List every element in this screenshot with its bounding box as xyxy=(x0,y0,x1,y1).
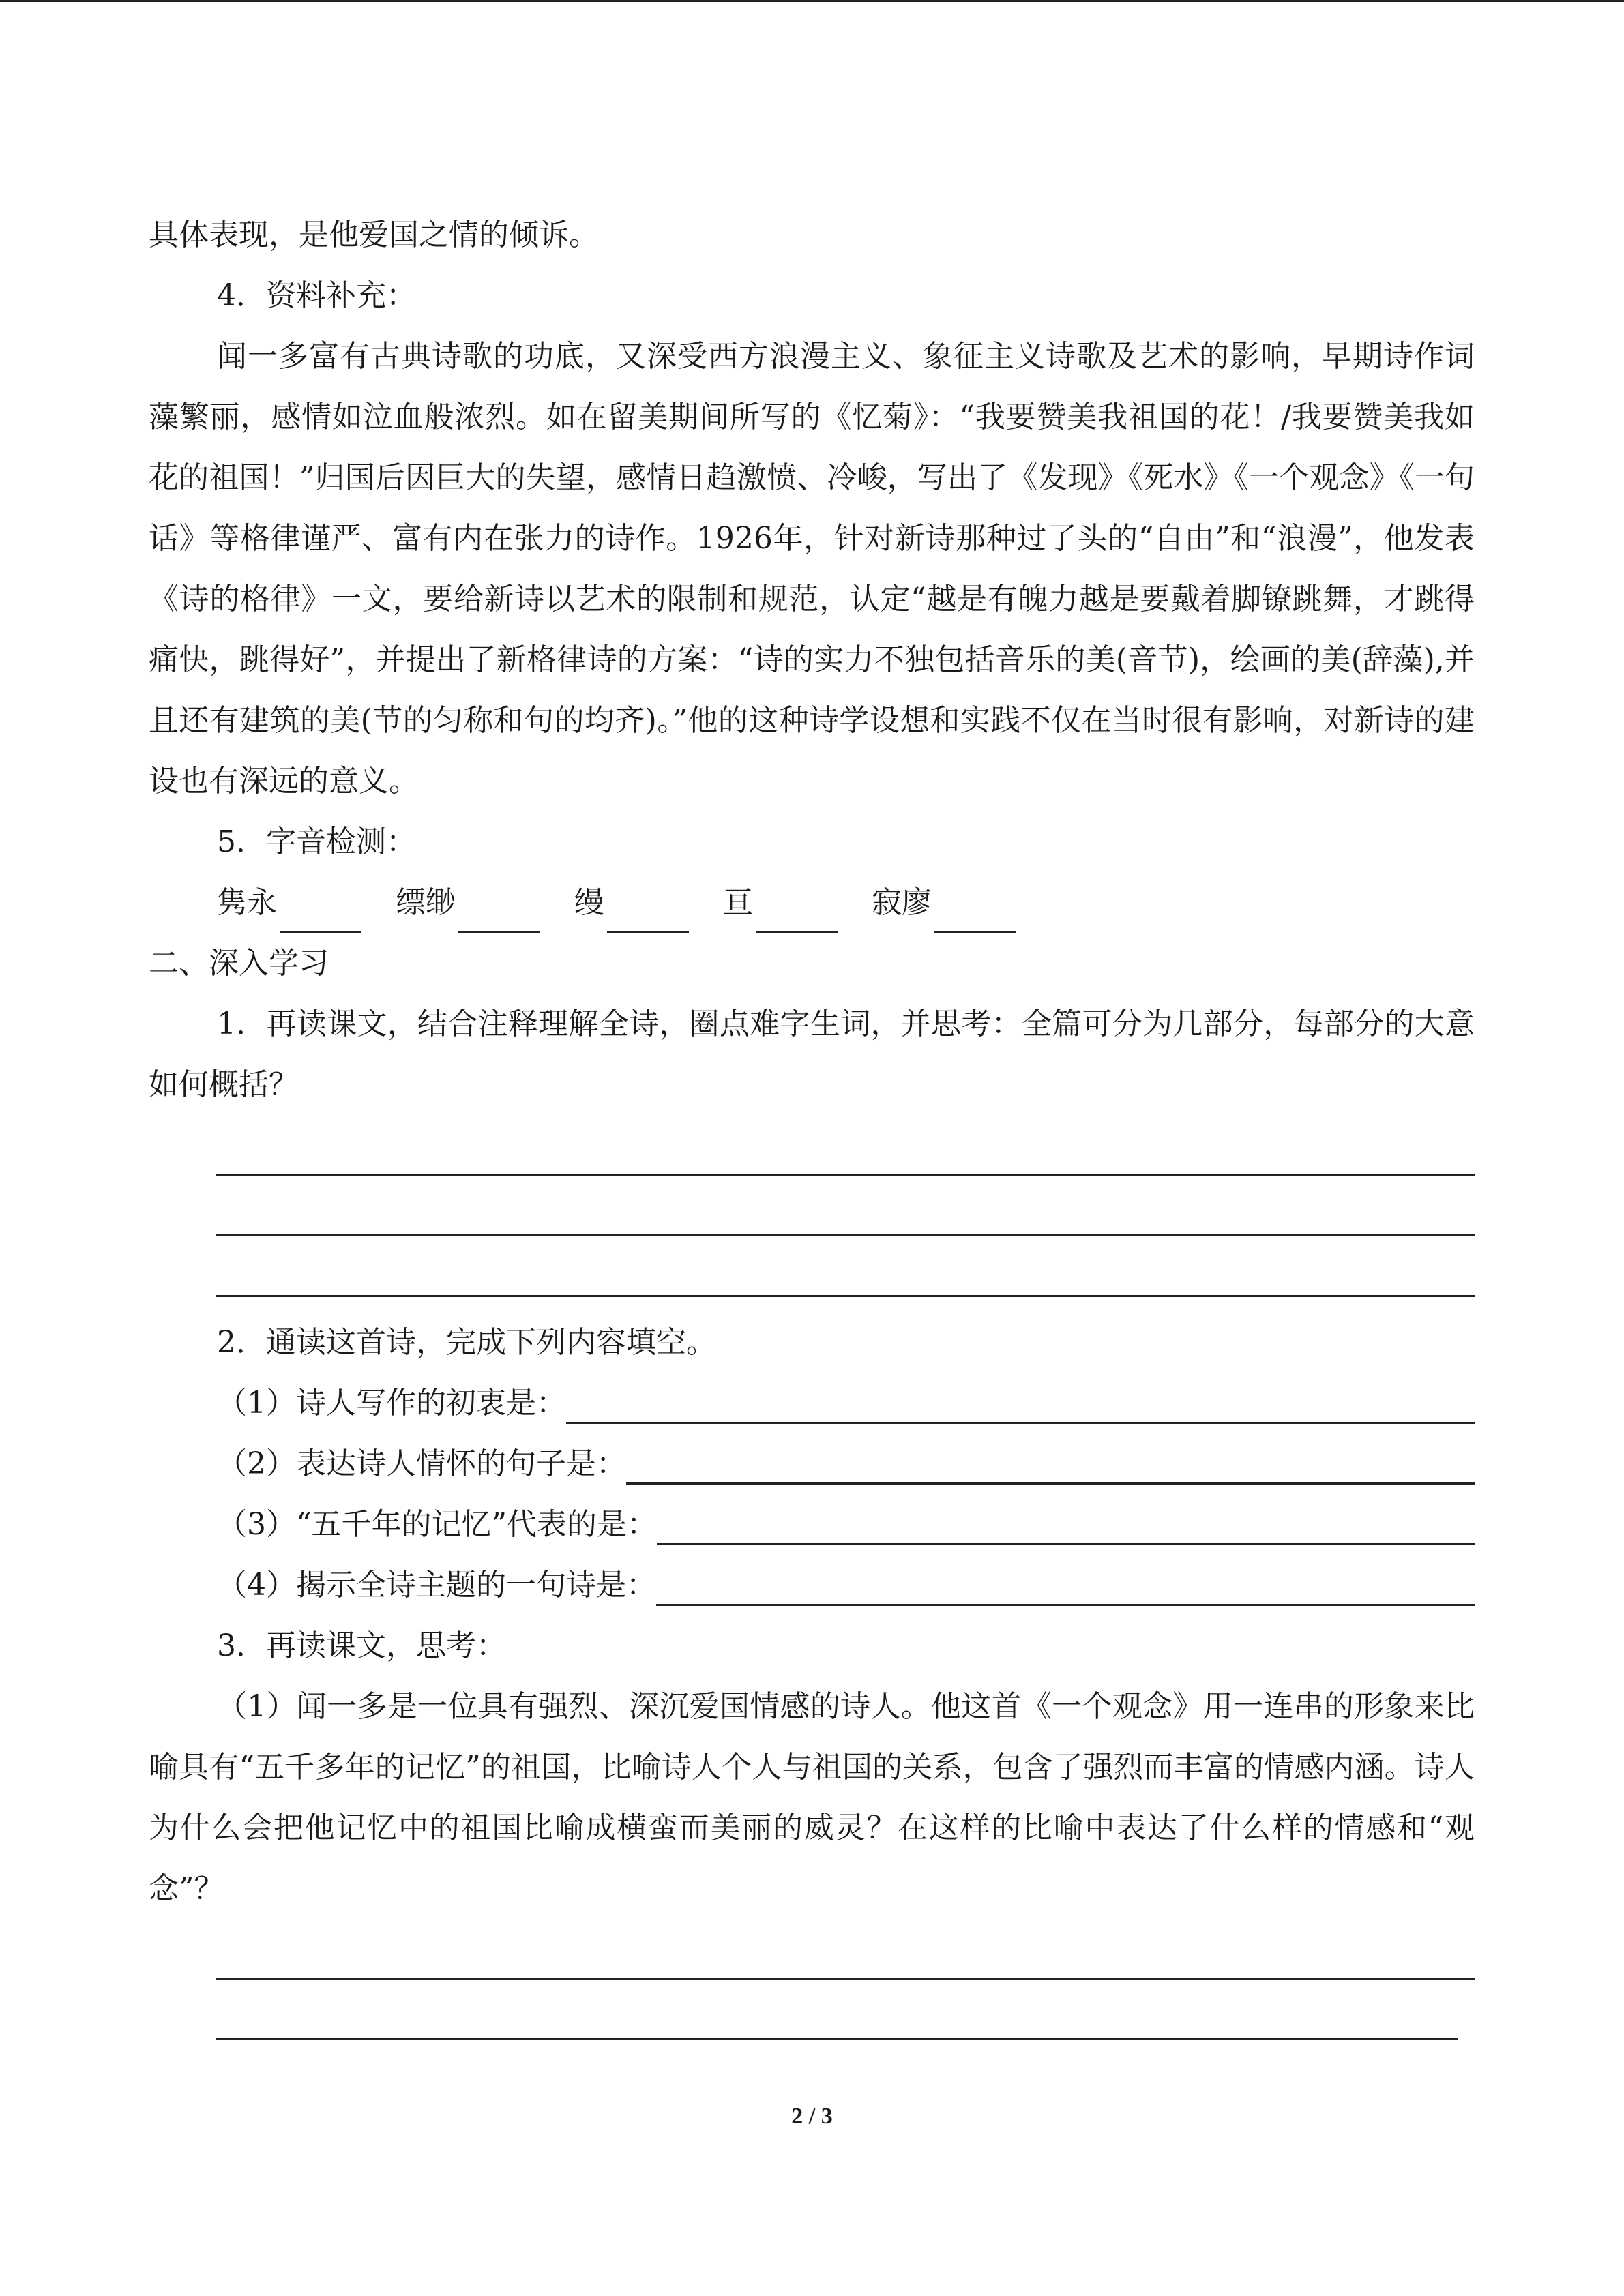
fill-item-blank[interactable] xyxy=(657,1516,1475,1545)
pinyin-answer-blank[interactable] xyxy=(756,904,838,933)
supplementary-material-paragraph: 闻一多富有古典诗歌的功底，又深受西方浪漫主义、象征主义诗歌及艺术的影响，早期诗作词藻繁丽，感情如泣血般浓烈。如在留美期间所写的《忆菊》：“我要赞美我祖国的花！/我要赞美我如花的祖国！”归国后因巨大的失望，感情日趋激愤、冷峻，写出了《发现》《死水》《一个观念》《一句话》等格律谨严、富有内在张力的诗作。1926年，针对新诗那种过了头的“自由”和“浪漫”，他发表《诗的格律》一文，要给新诗以艺术的限制和规范，认定“越是有魄力越是要戴着脚镣跳舞，才跳得痛快，跳得好”，并提出了新格律诗的方案：“诗的实力不独包括音乐的美(音节)，绘画的美(辞藻),并且还有建筑的美(节的匀称和句的均齐)。”他的这种诗学设想和实践不仅在当时很有影响，对新诗的建设也有深远的意义。 xyxy=(149,339,1475,799)
fill-item-blank[interactable] xyxy=(656,1577,1475,1606)
answer-line[interactable] xyxy=(216,1176,1475,1236)
page-number: 2 / 3 xyxy=(791,2104,833,2129)
item-5-heading: 5．字音检测： xyxy=(217,824,416,859)
fill-item xyxy=(149,1373,1475,1433)
answer-line[interactable] xyxy=(216,1980,1458,2040)
item-4-heading: 4．资料补充： xyxy=(217,278,416,313)
fill-item xyxy=(149,1433,1475,1494)
fill-item-blank[interactable] xyxy=(566,1395,1475,1424)
paragraph-continuation: 具体表现，是他爱国之情的倾诉。 xyxy=(149,218,599,252)
pinyin-answer-blank[interactable] xyxy=(607,904,689,933)
pinyin-word: 缥缈 xyxy=(396,885,456,920)
pinyin-answer-blank[interactable] xyxy=(934,904,1016,933)
question-3-1: （1）闻一多是一位具有强烈、深沉爱国情感的诗人。他这首《一个观念》用一连串的形象来比喻具有“五千多年的记忆”的祖国，比喻诗人个人与祖国的关系，包含了强烈而丰富的情感内涵。诗人为什么会把他记忆中的祖国比喻成横蛮而美丽的威灵？在这样的比喻中表达了什么样的情感和“观念”？ xyxy=(149,1689,1475,1906)
section-2-heading: 二、深入学习 xyxy=(149,946,329,981)
pinyin-test-row xyxy=(149,872,1475,933)
fill-item-label: （4）揭示全诗主题的一句诗是： xyxy=(217,1568,656,1602)
fill-item-label: （2）表达诗人情怀的句子是： xyxy=(217,1446,626,1481)
pinyin-answer-blank[interactable] xyxy=(458,904,540,933)
pinyin-item xyxy=(574,872,689,933)
pinyin-answer-blank[interactable] xyxy=(280,904,361,933)
pinyin-word: 缦 xyxy=(574,885,604,920)
pinyin-item xyxy=(723,872,838,933)
question-1: 1．再读课文，结合注释理解全诗，圈点难字生词，并思考：全篇可分为几部分，每部分的大意如何概括？ xyxy=(149,1007,1475,1102)
pinyin-item xyxy=(396,872,540,933)
pinyin-word: 寂廖 xyxy=(872,885,932,920)
page-top-border xyxy=(0,0,1624,2)
fill-item-label: （1）诗人写作的初衷是： xyxy=(217,1386,566,1420)
fill-item-label: （3）“五千年的记忆”代表的是： xyxy=(217,1507,657,1542)
pinyin-item xyxy=(872,872,1016,933)
pinyin-word: 亘 xyxy=(723,885,753,920)
answer-line[interactable] xyxy=(216,1236,1475,1297)
question-2: 2．通读这首诗，完成下列内容填空。 xyxy=(217,1325,716,1360)
question-3: 3．再读课文，思考： xyxy=(217,1628,506,1663)
answer-line[interactable] xyxy=(216,1115,1475,1176)
fill-item xyxy=(149,1555,1475,1615)
fill-item xyxy=(149,1494,1475,1555)
fill-item-blank[interactable] xyxy=(626,1455,1475,1485)
answer-line[interactable] xyxy=(216,1919,1475,1980)
worksheet-content xyxy=(149,205,1475,2040)
pinyin-word: 隽永 xyxy=(217,885,277,920)
pinyin-item xyxy=(217,872,361,933)
